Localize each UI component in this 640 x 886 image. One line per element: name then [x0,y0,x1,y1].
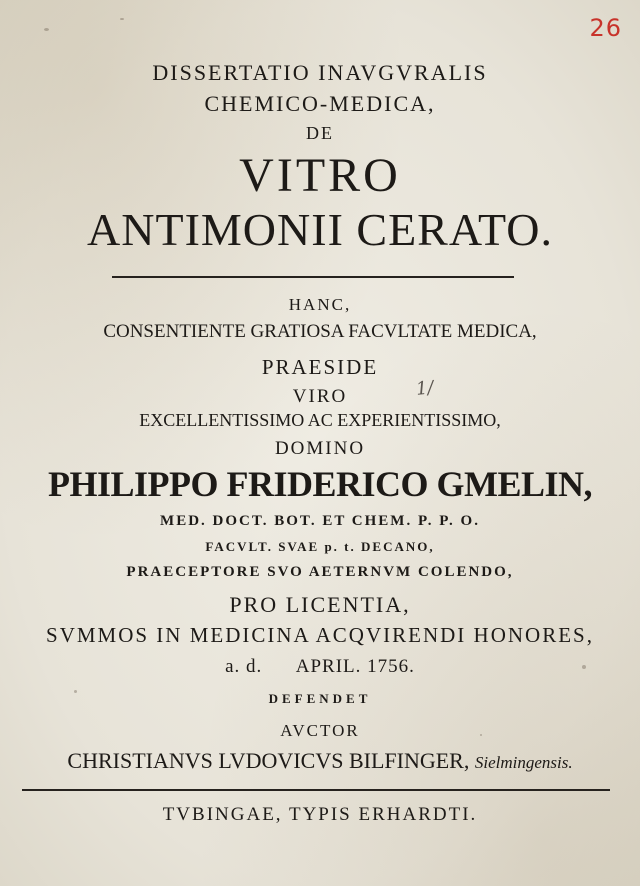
dedication-viro: VIRO [292,386,348,407]
defense-date: a. d. APRIL. 1756. [225,656,415,677]
defendet-label: DEFENDET [268,691,372,706]
dedication-hanc: HANC, [288,295,352,314]
page-number: 26 [589,14,622,42]
top-divider [112,276,514,278]
paper-speck [44,28,49,31]
praeses-name: PHILIPPO FRIDERICO GMELIN, [47,464,593,504]
paper-speck [74,690,77,693]
author-name: CHRISTIANVS LVDOVICVS BILFINGER, [67,748,470,773]
author-line [0,750,640,772]
honores-line: SVMMOS IN MEDICINA ACQVIRENDI HONORES, [46,623,594,647]
title-line-chemico-medica: CHEMICO-MEDICA, [204,91,436,116]
dedication-praeceptore: PRAECEPTORE SVO AETERNVM COLENDO, [126,564,514,580]
title-line-antimonii-cerato: ANTIMONII CERATO. [87,204,553,255]
praeses-decanus: FACVLT. SVAE p. t. DECANO, [205,539,435,554]
dedication-consentiente: CONSENTIENTE GRATIOSA FACVLTATE MEDICA, [103,321,537,342]
author-origin: Sielmingensis. [474,753,573,772]
dedication-domino: DOMINO [274,438,366,459]
dedication-praeside: PRAESIDE [261,355,379,379]
manuscript-note: 1/ [414,377,435,400]
bottom-divider [22,789,610,791]
dedication-excellentissimo: EXCELLENTISSIMO AC EXPERIENTISSIMO, [139,410,501,430]
title-line-dissertatio: DISSERTATIO INAVGVRALIS [152,60,488,85]
paper-speck [480,734,482,736]
title-line-vitro: VITRO [239,149,401,202]
imprint: TVBINGAE, TYPIS ERHARDTI. [162,804,478,825]
title-line-de: DE [306,123,334,143]
auctor-label: AVCTOR [280,721,360,740]
paper-speck [582,665,586,669]
praeses-titles: MED. DOCT. BOT. ET CHEM. P. P. O. [160,513,480,529]
pro-licentia: PRO LICENTIA, [229,592,411,617]
paper-speck [120,18,124,20]
